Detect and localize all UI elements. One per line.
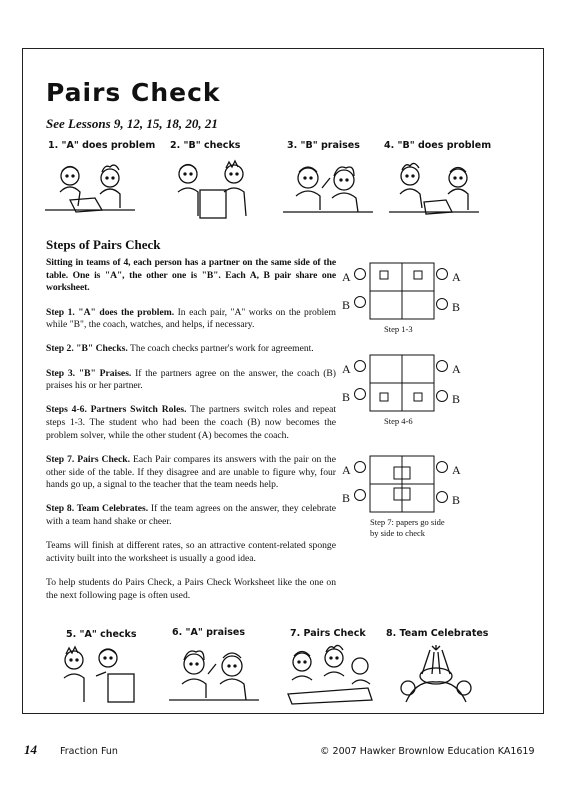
label-a-left: A: [342, 270, 351, 284]
caption-step-2: 2. "B" checks: [170, 140, 241, 151]
caption-step-7: 7. Pairs Check: [290, 628, 366, 639]
team-celebrates-illustration: [386, 644, 486, 706]
label-b-left: B: [342, 390, 351, 404]
step-8: [46, 503, 336, 528]
step-text: If the team agrees on the answer, they celebrate with a team hand shake or cheer.: [46, 503, 336, 527]
step-label: Step 2. "B" Checks.: [46, 343, 128, 355]
step-text: If the partners agree on the answer, the coach (B) praises his or her partner.: [46, 367, 336, 392]
caption-step-8: 8. Team Celebrates: [386, 628, 489, 639]
seating-diagram-steps-1-3: [340, 262, 475, 342]
steps-heading: Steps of Pairs Check: [46, 237, 161, 252]
label-a-right: A: [452, 362, 461, 376]
caption-step-1: 1. "A" does problem: [48, 140, 156, 151]
step-2: [46, 343, 336, 356]
page-subtitle: See Lessons 9, 12, 15, 18, 20, 21: [46, 116, 218, 131]
caption-step-6: 6. "A" praises: [172, 627, 245, 638]
diagram-caption: Step 7: papers go side by side to check: [370, 517, 445, 538]
diagram-caption: Step 4-6: [384, 416, 413, 426]
label-a-right: A: [452, 270, 461, 284]
table-diagram: [340, 262, 475, 324]
finish-paragraph: Teams will finish at different rates, so an attractive content-related sponge activity built into the worksheet is usually a good idea.: [46, 540, 336, 564]
label-b-left: B: [342, 491, 351, 505]
step-text: Each Pair compares its answers with the pair on the other side of the table. If they disagree and are unable to figure why, four hands go up, a signal to the teacher that the team needs help.: [46, 453, 336, 491]
caption-step-4: 4. "B" does problem: [384, 140, 492, 151]
step-text: In each pair, "A" works on the problem while "B", the coach, watches, and helps, if necessary.: [46, 306, 337, 331]
students-praising-illustration-2: [164, 644, 264, 706]
step-label: Step 1. "A" does the problem.: [46, 306, 175, 318]
students-switch-illustration: [384, 158, 484, 220]
label-b-right: B: [452, 392, 461, 406]
book-title: Fraction Fun: [60, 746, 118, 757]
caption-step-3: 3. "B" praises: [287, 140, 360, 151]
label-a-left: A: [342, 463, 351, 477]
label-b-right: B: [452, 300, 461, 314]
seating-diagram-steps-4-6: [340, 354, 475, 434]
step-label: Step 8. Team Celebrates.: [46, 503, 149, 515]
steps-section: [46, 236, 336, 614]
step-1: [46, 307, 336, 332]
table-diagram: [340, 354, 475, 416]
students-checking-illustration: [160, 158, 260, 220]
caption-step-5: 5. "A" checks: [66, 629, 137, 640]
students-working-illustration: [40, 158, 140, 220]
step-text: The partners switch roles and repeat steps 1-3. The student who had been the coach (B) now becomes the problem solver, while the other student (A) becomes the coach.: [46, 404, 336, 441]
step-3: [46, 368, 336, 393]
steps-4-6: [46, 404, 336, 442]
seating-diagram-step-7: [340, 455, 475, 555]
intro-paragraph: Sitting in teams of 4, each person has a partner on the same side of the table. One is "A", the other one is "B". Each A, B pair share one worksheet.: [46, 257, 336, 294]
step-label: Step 7. Pairs Check.: [46, 453, 131, 465]
step-label: Steps 4-6. Partners Switch Roles.: [46, 404, 187, 416]
page-title: Pairs Check: [46, 78, 221, 107]
label-a-right: A: [452, 463, 461, 477]
step-label: Step 3. "B" Praises.: [46, 367, 132, 379]
step-7: [46, 454, 336, 492]
pairs-check-illustration: [278, 644, 378, 706]
label-a-left: A: [342, 362, 351, 376]
help-paragraph: To help students do Pairs Check, a Pairs Check Worksheet like the one on the next following page is often used.: [46, 576, 336, 601]
step-text: The coach checks partner's work for agreement.: [127, 343, 314, 355]
students-checking-illustration-2: [46, 644, 146, 706]
diagram-caption: Step 1-3: [384, 324, 413, 334]
students-praising-illustration: [278, 158, 378, 220]
label-b-right: B: [452, 493, 461, 507]
page-number: 14: [24, 742, 37, 757]
copyright-notice: © 2007 Hawker Brownlow Education KA1619: [320, 746, 535, 757]
table-diagram: [340, 455, 475, 517]
label-b-left: B: [342, 298, 351, 312]
